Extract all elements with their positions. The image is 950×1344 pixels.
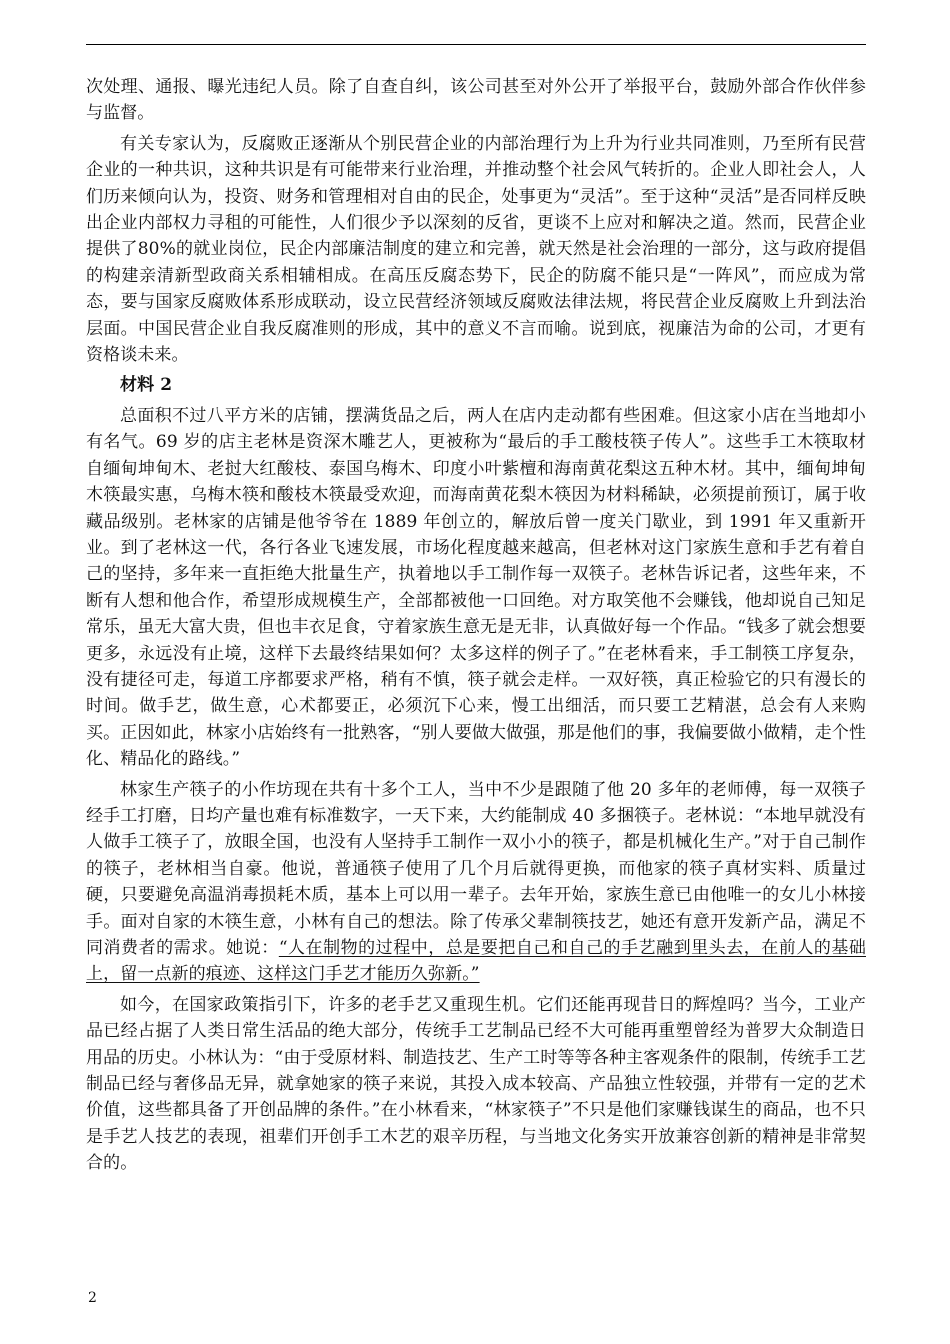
paragraph-continued: 次处理、通报、曝光违纪人员。除了自查自纠，该公司甚至对外公开了举报平台，鼓励外部合作伙伴参与监督。 — [86, 77, 866, 124]
document-body — [86, 74, 866, 1181]
header-rule — [86, 44, 866, 45]
paragraph-experts: 有关专家认为，反腐败正逐渐从个别民营企业的内部治理行为上升为行业共同准则，乃至所有民营企业的一种共识，这种共识是有可能带来行业治理，并推动整个社会风气转折的。企业人即社会人，人们历来倾向认为，投资、财务和管理相对自由的民企，处事更为“灵活”。至于这种“灵活”是否同样反映出企业内部权力寻租的可能性，人们很少予以深刻的反省，更谈不上应对和解决之道。然而，民营企业提供了80%的就业岗位，民企内部廉洁制度的建立和完善，就天然是社会治理的一部分，这与政府提倡的构建亲清新型政商关系相辅相成。在高压反腐态势下，民企的防腐不能只是“一阵风”，而应成为常态，要与国家反腐败体系形成联动，设立民营经济领域反腐败法律法规，将民营企业反腐败上升到法治层面。中国民营企业自我反腐准则的形成，其中的意义不言而喻。说到底，视廉洁为命的公司，才更有资格谈未来。 — [86, 133, 866, 366]
material-heading: 材料 2 — [120, 375, 173, 396]
paragraph-workshop-text: 林家生产筷子的小作坊现在共有十多个工人，当中不少是跟随了他 20 多年的老师傅，每一双筷子经手工打磨，日均产量也难有标准数字，一天下来，大约能制成 40 多捆筷子。老林说：“本地早就没有人做手工筷子了，放眼全国，也没有人坚持手工制作一双小小的筷子，都是机械化生产。”对于自己制作的筷子，老林相当自豪。他说，普通筷子使用了几个月后就得更换，而他家的筷子真材实料、质量过硬，只要避免高温消毒损耗木质，基本上可以用一辈子。去年开始，家族生意已由他唯一的女儿小林接手。面对自家的木筷生意，小林有自己的想法。除了传承父辈制筷技艺，她还有意开发新产品，满足不同消费者的需求。她说： — [86, 779, 866, 958]
paragraph-shop: 总面积不过八平方米的店铺，摆满货品之后，两人在店内走动都有些困难。但这家小店在当地却小有名气。69 岁的店主老林是资深木雕艺人，更被称为“最后的手工酸枝筷子传人”。这些手工木筷取材自缅甸坤甸木、老挝大红酸枝、泰国乌梅木、印度小叶紫檀和海南黄花梨这五种木材。其中，缅甸坤甸木筷最实惠，乌梅木筷和酸枝木筷最受欢迎，而海南黄花梨木筷因为材料稀缺，必须提前预订，属于收藏品级别。老林家的店铺是他爷爷在 1889 年创立的，解放后曾一度关门歇业，到 1991 年又重新开业。到了老林这一代，各行各业飞速发展，市场化程度越来越高，但老林对这门家族生意和手艺有着自己的坚持，多年来一直拒绝大批量生产，执着地以手工制作每一双筷子。老林告诉记者，这些年来，不断有人想和他合作，希望形成规模生产，全部都被他一口回绝。对方取笑他不会赚钱，他却说自己知足常乐，虽无大富大贵，但也丰衣足食，守着家族生意无是无非，认真做好每一个作品。“钱多了就会想要更多，永远没有止境，这样下去最终结果如何？太多这样的例子了。”在老林看来，手工制筷工序复杂，没有捷径可走，每道工序都要求严格，稍有不慎，筷子就会走样。一双好筷，真正检验它的只有漫长的时间。做手艺，做生意，心术都要正，必须沉下心来，慢工出细活，而只要工艺精湛，总会有人来购买。正因如此，林家小店始终有一批熟客，“别人要做大做强，那是他们的事，我偏要做小做精，走个性化、精品化的路线。” — [86, 405, 866, 770]
page-number: 2 — [88, 1290, 97, 1306]
paragraph-today: 如今，在国家政策指引下，许多的老手艺又重现生机。它们还能再现昔日的辉煌吗？当今，工业产品已经占据了人类日常生活品的绝大部分，传统手工艺制品已经不大可能再重塑曾经为普罗大众制造日用品的历史。小林认为：“由于受原材料、制造技艺、生产工时等等各种主客观条件的限制，传统手工艺制品已经与奢侈品无异，就拿她家的筷子来说，其投入成本较高、产品独立性较强，并带有一定的艺术价值，这些都具备了开创品牌的条件。”在小林看来，“林家筷子”不只是他们家赚钱谋生的商品，也不只是手艺人技艺的表现，祖辈们开创手工木艺的艰辛历程，与当地文化务实开放兼容创新的精神是非常契合的。 — [86, 994, 866, 1174]
underlined-quote: “人在制物的过程中，总是要把自己和自己的手艺融到里头去，在前人的基础上，留一点新的痕迹、这样这门手艺才能历久弥新。” — [86, 938, 866, 985]
paragraph-workshop — [86, 777, 866, 988]
